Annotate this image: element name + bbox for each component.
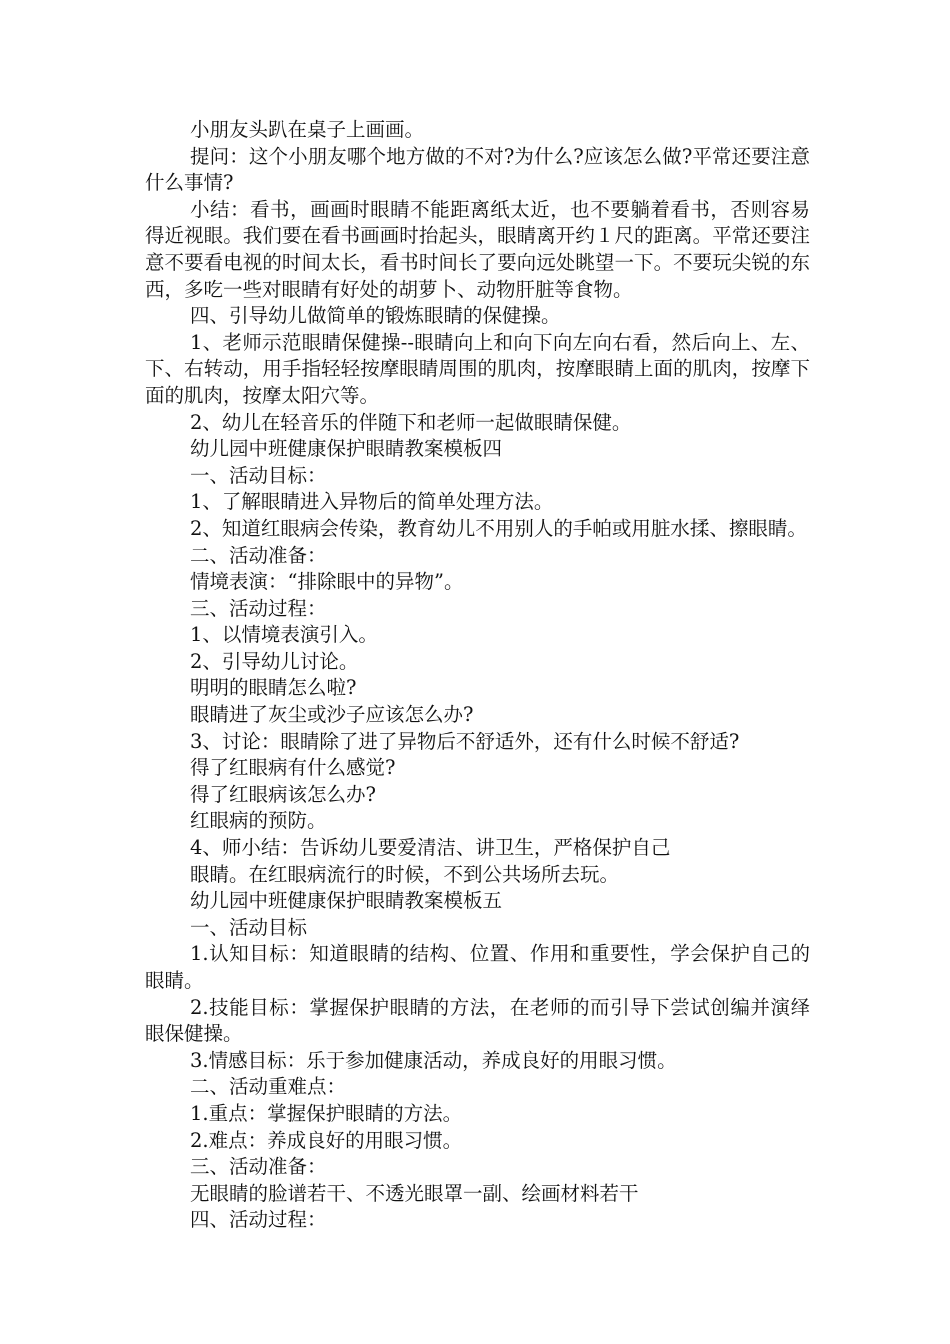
paragraph: 无眼睛的脸谱若干、不透光眼罩一副、绘画材料若干 (190, 1181, 639, 1205)
paragraph: 2、知道红眼病会传染，教育幼儿不用别人的手帕或用脏水揉、擦眼睛。 (190, 516, 807, 540)
paragraph: 2.技能目标：掌握保护眼睛的方法，在老师的而引导下尝试创编并演绎眼保健操。 (145, 995, 810, 1046)
paragraph: 提问：这个小朋友哪个地方做的不对?为什么?应该怎么做?平常还要注意什么事情? (145, 144, 810, 195)
paragraph: 1、了解眼睛进入异物后的简单处理方法。 (190, 490, 554, 514)
paragraph: 小朋友头趴在桌子上画画。 (190, 118, 425, 141)
paragraph: 红眼病的预防。 (190, 809, 327, 833)
paragraph: 3.情感目标：乐于参加健康活动，养成良好的用眼习惯。 (190, 1048, 677, 1072)
section-heading: 一、活动目标 (190, 915, 308, 939)
paragraph: 明明的眼睛怎么啦? (190, 676, 357, 700)
paragraph: 眼睛进了灰尘或沙子应该怎么办? (190, 703, 474, 727)
paragraph: 2、幼儿在轻音乐的伴随下和老师一起做眼睛保健。 (190, 410, 632, 434)
paragraph: 1、以情境表演引入。 (190, 623, 378, 647)
paragraph: 得了红眼病有什么感觉? (190, 756, 396, 780)
section-heading: 三、活动准备： (190, 1155, 327, 1179)
paragraph: 1、老师示范眼睛保健操--眼睛向上和向下向左向右看，然后向上、左、下、右转动，用手指轻轻按摩眼睛周围的肌肉，按摩眼睛上面的肌肉，按摩下面的肌肉，按摩太阳穴等。 (145, 330, 810, 407)
paragraph: 2.难点：养成良好的用眼习惯。 (190, 1128, 463, 1152)
section-heading: 二、活动重难点： (190, 1075, 347, 1099)
document-title: 幼儿园中班健康保护眼睛教案模板四 (190, 437, 503, 461)
paragraph: 1.重点：掌握保护眼睛的方法。 (190, 1101, 463, 1125)
paragraph: 4、师小结：告诉幼儿要爱清洁、讲卫生，严格保护自己 (190, 836, 671, 860)
document-body (145, 117, 810, 1234)
document-title: 幼儿园中班健康保护眼睛教案模板五 (190, 889, 503, 913)
paragraph: 眼睛。在红眼病流行的时候，不到公共场所去玩。 (190, 862, 620, 886)
paragraph: 得了红眼病该怎么办? (190, 782, 376, 806)
paragraph: 3、讨论：眼睛除了进了异物后不舒适外，还有什么时候不舒适? (190, 729, 740, 753)
paragraph: 小结：看书，画画时眼睛不能距离纸太近，也不要躺着看书，否则容易得近视眼。我们要在看书画画时抬起头，眼睛离开约１尺的距离。平常还要注意不要看电视的时间太长，看书时间长了要向远处眺望一下。不要玩尖锐的东西，多吃一些对眼睛有好处的胡萝卜、动物肝脏等食物。 (145, 197, 810, 301)
paragraph: 2、引导幼儿讨论。 (190, 649, 359, 673)
section-heading: 一、活动目标： (190, 463, 327, 487)
section-heading: 三、活动过程： (190, 596, 327, 620)
section-heading: 四、活动过程： (190, 1208, 327, 1232)
section-heading: 四、引导幼儿做简单的锻炼眼睛的保健操。 (190, 304, 561, 328)
paragraph: 1.认知目标：知道眼睛的结构、位置、作用和重要性，学会保护自己的眼睛。 (145, 942, 810, 992)
paragraph: 情境表演：“排除眼中的异物”。 (190, 570, 464, 594)
section-heading: 二、活动准备： (190, 543, 327, 567)
